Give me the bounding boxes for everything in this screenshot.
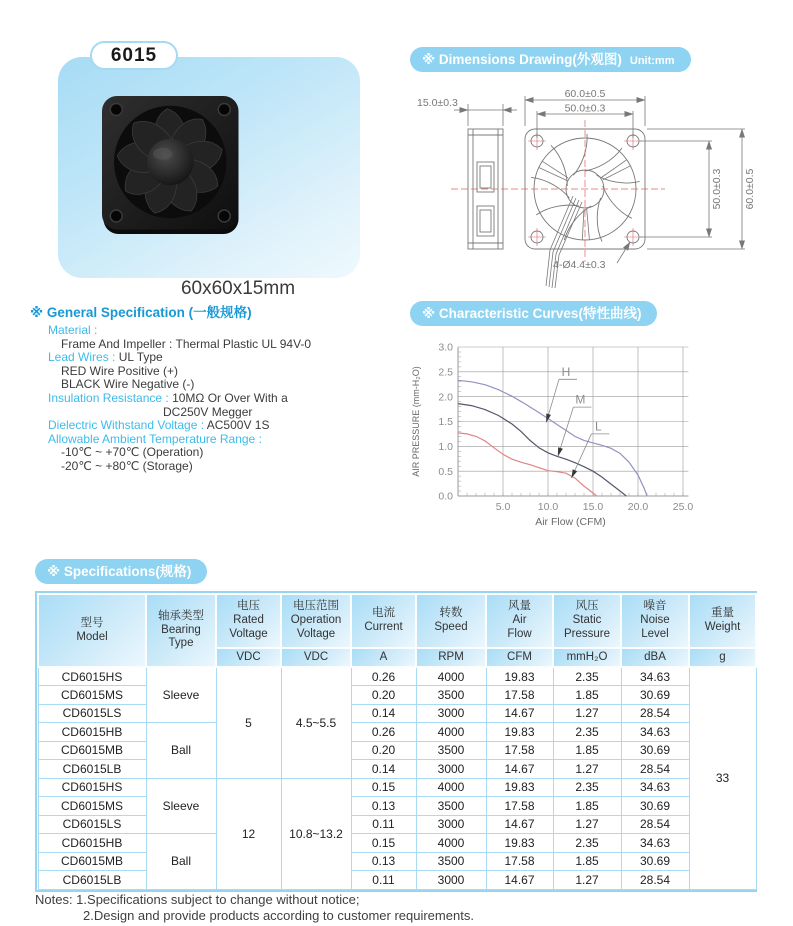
svg-text:0.0: 0.0 <box>438 490 453 503</box>
svg-text:15.0: 15.0 <box>582 501 604 513</box>
dim-hole-pitch-h: 50.0±0.3 <box>564 102 606 115</box>
static-pressure-cell: 1.85 <box>553 741 621 760</box>
model-cell: CD6015MB <box>38 852 146 871</box>
general-spec-line: RED Wire Positive (+) <box>61 363 179 378</box>
current-cell: 0.26 <box>351 723 416 742</box>
dimensions-drawing <box>413 82 793 294</box>
table-row <box>38 741 756 760</box>
svg-text:1.5: 1.5 <box>438 416 453 429</box>
speed-cell: 3500 <box>416 741 486 760</box>
col-unit-operation-voltage: VDC <box>281 648 351 667</box>
static-pressure-cell: 1.27 <box>553 704 621 723</box>
general-spec-line: Frame And Impeller : Thermal Plastic UL 94V-0 <box>61 336 312 351</box>
air-flow-cell: 19.83 <box>486 723 553 742</box>
svg-text:1.0: 1.0 <box>438 440 453 453</box>
table-row <box>38 852 756 871</box>
static-pressure-cell: 1.27 <box>553 871 621 890</box>
noise-cell: 34.63 <box>621 834 689 853</box>
curves-section-title <box>410 301 657 326</box>
dim-hole-pitch-v: 50.0±0.3 <box>711 168 723 210</box>
curves-title-text: ※ Characteristic Curves(特性曲线) <box>422 306 642 321</box>
svg-text:L: L <box>595 419 602 434</box>
air-flow-cell: 17.58 <box>486 852 553 871</box>
general-spec-section <box>30 301 408 474</box>
air-flow-cell: 17.58 <box>486 686 553 705</box>
col-header-bearing: 轴承类型 Bearing Type <box>146 594 216 667</box>
svg-text:25.0: 25.0 <box>672 501 694 513</box>
air-flow-cell: 14.67 <box>486 704 553 723</box>
air-flow-cell: 14.67 <box>486 815 553 834</box>
general-spec-line: Allowable Ambient Temperature Range : <box>48 431 262 446</box>
svg-text:AIR PRESSURE (mm-H₂O): AIR PRESSURE (mm-H₂O) <box>411 366 421 477</box>
static-pressure-cell: 1.27 <box>553 815 621 834</box>
bearing-cell: Ball <box>146 723 216 779</box>
model-cell: CD6015LB <box>38 871 146 890</box>
col-unit-static-pressure: mmH₂O <box>553 648 621 667</box>
weight-cell: 33 <box>689 667 756 889</box>
model-cell: CD6015HS <box>38 667 146 686</box>
table-row <box>38 723 756 742</box>
general-spec-line: Material : <box>48 323 98 337</box>
table-row <box>38 778 756 797</box>
spec-table-body <box>38 667 756 889</box>
speed-cell: 3500 <box>416 686 486 705</box>
noise-cell: 28.54 <box>621 760 689 779</box>
table-row <box>38 871 756 890</box>
model-cell: CD6015HB <box>38 723 146 742</box>
model-cell: CD6015MS <box>38 686 146 705</box>
rated-voltage-cell: 5 <box>216 667 281 778</box>
current-cell: 0.15 <box>351 834 416 853</box>
col-header-speed: 转数 Speed <box>416 594 486 648</box>
note-line-2: 2.Design and provide products according to customer requirements. <box>83 907 474 923</box>
fan-hub <box>147 139 194 186</box>
model-cell: CD6015MB <box>38 741 146 760</box>
speed-cell: 3500 <box>416 797 486 816</box>
svg-text:5.0: 5.0 <box>495 501 511 513</box>
col-unit-current: A <box>351 648 416 667</box>
static-pressure-cell: 1.85 <box>553 852 621 871</box>
table-row <box>38 667 756 686</box>
static-pressure-cell: 1.85 <box>553 797 621 816</box>
specs-title-text: ※ Specifications(规格) <box>47 564 192 579</box>
col-unit-weight: g <box>689 648 756 667</box>
col-header-operation-voltage: 电压范围 Operation Voltage <box>281 594 351 648</box>
size-caption: 60x60x15mm <box>180 278 296 299</box>
static-pressure-cell: 2.35 <box>553 723 621 742</box>
noise-cell: 30.69 <box>621 741 689 760</box>
svg-text:0.5: 0.5 <box>438 465 453 478</box>
svg-text:10.0: 10.0 <box>537 501 559 513</box>
general-spec-line: -20℃ ~ +80℃ (Storage) <box>61 458 193 473</box>
col-header-noise-level: 噪音 Noise Level <box>621 594 689 648</box>
col-unit-speed: RPM <box>416 648 486 667</box>
general-spec-line: Insulation Resistance : 10MΩ Or Over With a <box>48 390 288 405</box>
model-cell: CD6015HS <box>38 778 146 797</box>
current-cell: 0.14 <box>351 704 416 723</box>
static-pressure-cell: 1.27 <box>553 760 621 779</box>
col-header-model: 型号 Model <box>38 594 146 667</box>
noise-cell: 30.69 <box>621 797 689 816</box>
col-header-air-flow: 风量 Air Flow <box>486 594 553 648</box>
svg-text:2.0: 2.0 <box>438 391 453 404</box>
operation-voltage-cell: 10.8~13.2 <box>281 778 351 889</box>
speed-cell: 3000 <box>416 871 486 890</box>
noise-cell: 30.69 <box>621 686 689 705</box>
model-cell: CD6015HB <box>38 834 146 853</box>
model-badge-label: 6015 <box>110 45 158 66</box>
table-row <box>38 815 756 834</box>
speed-cell: 4000 <box>416 667 486 686</box>
table-row <box>38 797 756 816</box>
svg-text:2.5: 2.5 <box>438 366 453 379</box>
speed-cell: 3000 <box>416 704 486 723</box>
spec-table <box>37 593 757 890</box>
noise-cell: 34.63 <box>621 778 689 797</box>
svg-text:Air Flow (CFM): Air Flow (CFM) <box>535 516 606 528</box>
speed-cell: 4000 <box>416 723 486 742</box>
air-flow-cell: 19.83 <box>486 834 553 853</box>
current-cell: 0.11 <box>351 815 416 834</box>
svg-text:20.0: 20.0 <box>627 501 649 513</box>
col-unit-air-flow: CFM <box>486 648 553 667</box>
static-pressure-cell: 2.35 <box>553 834 621 853</box>
col-header-current: 电流 Current <box>351 594 416 648</box>
noise-cell: 34.63 <box>621 667 689 686</box>
static-pressure-cell: 2.35 <box>553 778 621 797</box>
model-badge <box>90 41 178 70</box>
lead-wires <box>546 196 582 288</box>
current-cell: 0.26 <box>351 667 416 686</box>
speed-cell: 3000 <box>416 815 486 834</box>
general-spec-line: BLACK Wire Negative (-) <box>61 377 195 392</box>
unit-note: Unit:mm <box>629 55 675 67</box>
air-flow-cell: 14.67 <box>486 760 553 779</box>
svg-text:M: M <box>575 392 586 407</box>
rated-voltage-cell: 12 <box>216 778 281 889</box>
speed-cell: 3500 <box>416 852 486 871</box>
col-header-static-pressure: 风压 Static Pressure <box>553 594 621 648</box>
current-cell: 0.20 <box>351 741 416 760</box>
current-cell: 0.11 <box>351 871 416 890</box>
dim-thickness: 15.0±0.3 <box>417 97 458 109</box>
svg-text:H: H <box>561 364 571 379</box>
air-flow-cell: 19.83 <box>486 667 553 686</box>
current-cell: 0.14 <box>351 760 416 779</box>
svg-text:3.0: 3.0 <box>438 341 453 354</box>
table-row <box>38 834 756 853</box>
general-spec-line: DC250V Megger <box>163 404 253 419</box>
col-unit-noise-level: dBA <box>621 648 689 667</box>
general-spec-line: Lead Wires : UL Type <box>48 350 163 365</box>
notes <box>35 892 474 923</box>
speed-cell: 4000 <box>416 778 486 797</box>
bearing-cell: Sleeve <box>146 778 216 834</box>
note-line-1: Notes: 1.Specifications subject to change without notice; <box>35 892 360 907</box>
air-flow-cell: 17.58 <box>486 741 553 760</box>
general-spec-lines <box>30 324 408 474</box>
col-header-rated-voltage: 电压 Rated Voltage <box>216 594 281 648</box>
spec-table-head <box>38 594 756 667</box>
spec-table-wrap <box>35 591 757 892</box>
air-flow-cell: 14.67 <box>486 871 553 890</box>
current-cell: 0.13 <box>351 797 416 816</box>
static-pressure-cell: 2.35 <box>553 667 621 686</box>
noise-cell: 30.69 <box>621 852 689 871</box>
model-cell: CD6015LS <box>38 704 146 723</box>
specs-section-title <box>35 559 207 584</box>
current-cell: 0.20 <box>351 686 416 705</box>
model-cell: CD6015MS <box>38 797 146 816</box>
noise-cell: 28.54 <box>621 704 689 723</box>
air-flow-cell: 17.58 <box>486 797 553 816</box>
general-spec-title: ※ General Specification (一般规格) <box>30 305 252 320</box>
bearing-cell: Sleeve <box>146 667 216 723</box>
noise-cell: 28.54 <box>621 871 689 890</box>
dimensions-section-title <box>410 47 691 72</box>
hub-highlight <box>153 148 173 160</box>
dim-width-outer: 60.0±0.5 <box>564 88 606 100</box>
current-cell: 0.15 <box>351 778 416 797</box>
dim-height-outer: 60.0±0.5 <box>744 168 756 210</box>
dim-mounting-holes: 4-Ø4.4±0.3 <box>553 259 606 271</box>
general-spec-line: -10℃ ~ +70℃ (Operation) <box>61 445 204 460</box>
dimensions-title-text: ※ Dimensions Drawing(外观图) <box>422 52 622 67</box>
table-row <box>38 704 756 723</box>
bearing-cell: Ball <box>146 834 216 890</box>
model-cell: CD6015LB <box>38 760 146 779</box>
table-row <box>38 760 756 779</box>
col-unit-rated-voltage: VDC <box>216 648 281 667</box>
characteristic-curves-chart <box>405 329 715 535</box>
static-pressure-cell: 1.85 <box>553 686 621 705</box>
noise-cell: 34.63 <box>621 723 689 742</box>
col-header-weight: 重量 Weight <box>689 594 756 648</box>
speed-cell: 4000 <box>416 834 486 853</box>
general-spec-line: Dielectric Withstand Voltage : AC500V 1S <box>48 418 270 433</box>
table-row <box>38 686 756 705</box>
speed-cell: 3000 <box>416 760 486 779</box>
fan-photo <box>96 88 246 242</box>
operation-voltage-cell: 4.5~5.5 <box>281 667 351 778</box>
air-flow-cell: 19.83 <box>486 778 553 797</box>
current-cell: 0.13 <box>351 852 416 871</box>
noise-cell: 28.54 <box>621 815 689 834</box>
model-cell: CD6015LS <box>38 815 146 834</box>
